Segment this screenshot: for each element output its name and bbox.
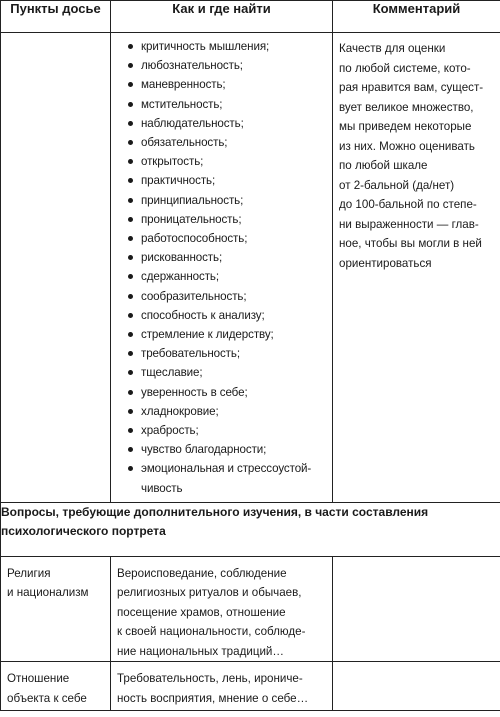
quality-list-item [111,133,332,152]
quality-text: работоспособность; [141,232,248,246]
bullet-icon [128,313,133,318]
bullet-icon [128,198,133,203]
quality-list-item [111,75,332,94]
quality-list-item [111,344,332,363]
quality-list-item [111,152,332,171]
qualities-cell [111,33,333,503]
bullet-icon [128,370,133,375]
quality-text: обязательность; [141,136,228,150]
bullet-icon [128,178,133,183]
bullet-icon [128,447,133,452]
how-text [111,557,332,662]
comment-cell [333,556,500,662]
comment-text-line: до 100-бальной по степе- [339,198,477,211]
quality-list-item [111,229,332,248]
quality-list-item [111,248,332,267]
quality-list-item [111,114,332,133]
quality-text: храбрость; [141,424,199,438]
comment-text-line: Качеств для оценки [339,42,446,55]
empty-item-cell [1,33,111,503]
quality-list-item [111,56,332,75]
quality-list-item [111,95,332,114]
bullet-icon [128,44,133,49]
quality-text: маневренность; [141,78,226,92]
how-text [111,662,332,708]
how-cell [111,556,333,662]
item-cell [1,556,111,662]
quality-list-item [111,306,332,325]
item-text-line: Отношение [7,672,70,686]
quality-text: наблюдательность; [141,116,244,130]
quality-list-item [111,37,332,56]
how-text-line: Вероисповедание, соблюдение [117,566,287,580]
quality-text: критичность мышления; [141,40,270,53]
comment-cell [333,662,500,711]
quality-text: чувство благодарности; [141,443,267,457]
quality-text: сообразительность; [141,289,247,303]
quality-text: принципиальность; [141,193,244,207]
comment-text-line: мы приведем некоторые [339,120,472,133]
quality-text: рискованность; [141,251,223,265]
quality-list-item [111,325,332,344]
comment-text-line: ни выраженности — глав- [339,217,479,231]
how-text-line: ние национальных традиций… [117,644,285,658]
item-cell [1,662,111,711]
bullet-icon [128,390,133,395]
section-title: Вопросы, требующие дополнительного изучения, в части составления психологического портрета [1,502,500,556]
bullet-icon [128,294,133,299]
how-text-line: ность восприятия, мнение о себе… [117,691,309,705]
quality-list-item [111,171,332,190]
comment-text-line: по любой шкале [339,159,428,172]
quality-text: эмоциональная и стрессоустой- [141,462,312,476]
quality-list-item [111,210,332,229]
item-text-line: и национализм [7,586,89,600]
quality-list-item [111,402,332,421]
comment-text-line: ориентироваться [339,256,432,270]
section-row [1,502,500,556]
bullet-icon [128,236,133,241]
item-text [1,557,110,603]
quality-text: стремление к лидерству; [141,328,274,342]
how-text-line: к своей национальности, соблюде- [117,625,306,639]
comment-text-line: из них. Можно оценивать [339,139,475,153]
quality-text: требовательность; [141,347,240,361]
item-text-line: Религия [7,566,51,580]
quality-text: сдержанность; [141,270,219,284]
comment-text [333,557,500,564]
quality-text: хладнокровие; [141,404,219,418]
quality-list-item [111,440,332,459]
table-row [1,662,500,711]
item-text [1,662,110,708]
header-dossier-items: Пункты досье [1,1,111,33]
quality-text: проницательность; [141,212,242,226]
bullet-icon [128,332,133,337]
quality-text: открытость; [141,155,204,169]
quality-text-continuation: чивость [141,481,183,495]
bullet-icon [128,159,133,164]
qualities-list [111,33,332,502]
bullet-icon [128,63,133,68]
bullet-icon [128,102,133,107]
quality-list-item [111,421,332,440]
table-row [1,33,500,503]
quality-list-item [111,287,332,306]
quality-list-item [111,363,332,382]
bullet-icon [128,82,133,87]
comment-text-line: по любой системе, кото- [339,61,471,75]
quality-list-item [111,191,332,210]
quality-text: способность к анализу; [141,308,265,322]
comment-cell [333,33,500,503]
how-cell [111,662,333,711]
quality-list-item [111,267,332,286]
table-header-row [1,1,500,33]
bullet-icon [128,409,133,414]
how-text-line: посещение храмов, отношение [117,605,286,619]
bullet-icon [128,255,133,260]
how-text-line: Требовательность, лень, ирониче- [117,672,303,686]
bullet-icon [128,466,133,471]
bullet-icon [128,351,133,356]
header-comment: Комментарий [333,1,500,33]
how-text-line: религиозных ритуалов и обычаев, [117,586,302,600]
bullet-icon [128,217,133,222]
quality-list-item [111,383,332,402]
comment-text-line: рая нравится вам, сущест- [339,81,484,94]
bullet-icon [128,140,133,145]
comment-text-line: вует великое множество, [339,100,474,114]
quality-text: уверенность в себе; [141,385,248,399]
bullet-icon [128,121,133,126]
table-row [1,556,500,662]
quality-text: любознательность; [141,59,243,73]
quality-list-item [111,459,332,497]
comment-text [333,662,500,669]
quality-text: практичность; [141,174,216,188]
bullet-icon [128,428,133,433]
bullet-icon [128,274,133,279]
comment-text [333,33,500,273]
comment-text-line: от 2-бальной (да/нет) [339,178,455,192]
item-text-line: объекта к себе [7,691,87,705]
quality-text: мстительность; [141,97,223,111]
comment-text-line: ное, чтобы вы могли в ней [339,237,482,250]
header-how-where-to-find: Как и где найти [111,1,333,33]
quality-text: тщеславие; [141,366,203,380]
